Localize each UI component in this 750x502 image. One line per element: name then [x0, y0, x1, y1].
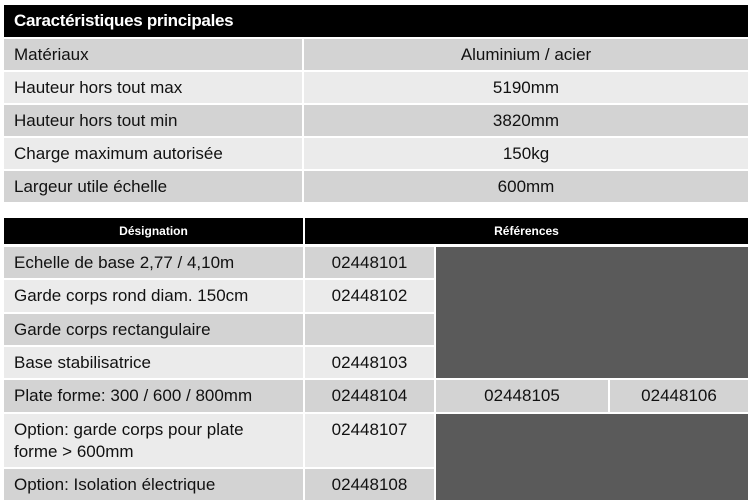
spec-label: Largeur utile échelle — [14, 176, 168, 196]
ref-code: 02448101 — [331, 252, 408, 272]
ref-code: 02448102 — [331, 286, 408, 305]
spec-label: Matériaux — [14, 44, 89, 64]
refs-header-designation — [4, 218, 303, 244]
spec-value: Aluminium / acier — [460, 44, 592, 64]
ref-empty-area — [436, 414, 748, 500]
col-designation-label: Désignation — [119, 224, 188, 238]
ref-code: 02448107 — [331, 420, 408, 439]
ref-code: 02448105 — [484, 386, 560, 405]
spec-value: 3820mm — [492, 110, 560, 130]
spec-value: 600mm — [497, 176, 555, 196]
spec-value: 5190mm — [492, 77, 560, 97]
ref-label: Option: garde corps pour plate forme > 600mm — [14, 419, 244, 461]
specs-title: Caractéristiques principales — [14, 11, 234, 30]
ref-code: 02448108 — [331, 474, 408, 494]
ref-label: Option: Isolation électrique — [14, 474, 216, 494]
ref-label: Plate forme: 300 / 600 / 800mm — [14, 386, 253, 405]
specs-header — [4, 5, 748, 37]
ref-label: Base stabilisatrice — [14, 352, 152, 372]
ref-label: Garde corps rond diam. 150cm — [14, 286, 249, 305]
ref-empty-area — [436, 247, 748, 378]
spec-value: 150kg — [502, 143, 550, 163]
ref-label: Garde corps rectangulaire — [14, 319, 211, 339]
col-references-label: Références — [494, 224, 559, 238]
refs-header-references — [305, 218, 748, 244]
spec-label: Hauteur hors tout max — [14, 77, 183, 97]
ref-code: 02448104 — [331, 386, 408, 405]
spec-label: Charge maximum autorisée — [14, 143, 223, 163]
ref-code: 02448106 — [641, 386, 717, 405]
ref-code: 02448103 — [331, 352, 408, 372]
spec-label: Hauteur hors tout min — [14, 110, 178, 130]
ref-label: Echelle de base 2,77 / 4,10m — [14, 252, 235, 272]
ref-code — [305, 314, 434, 345]
